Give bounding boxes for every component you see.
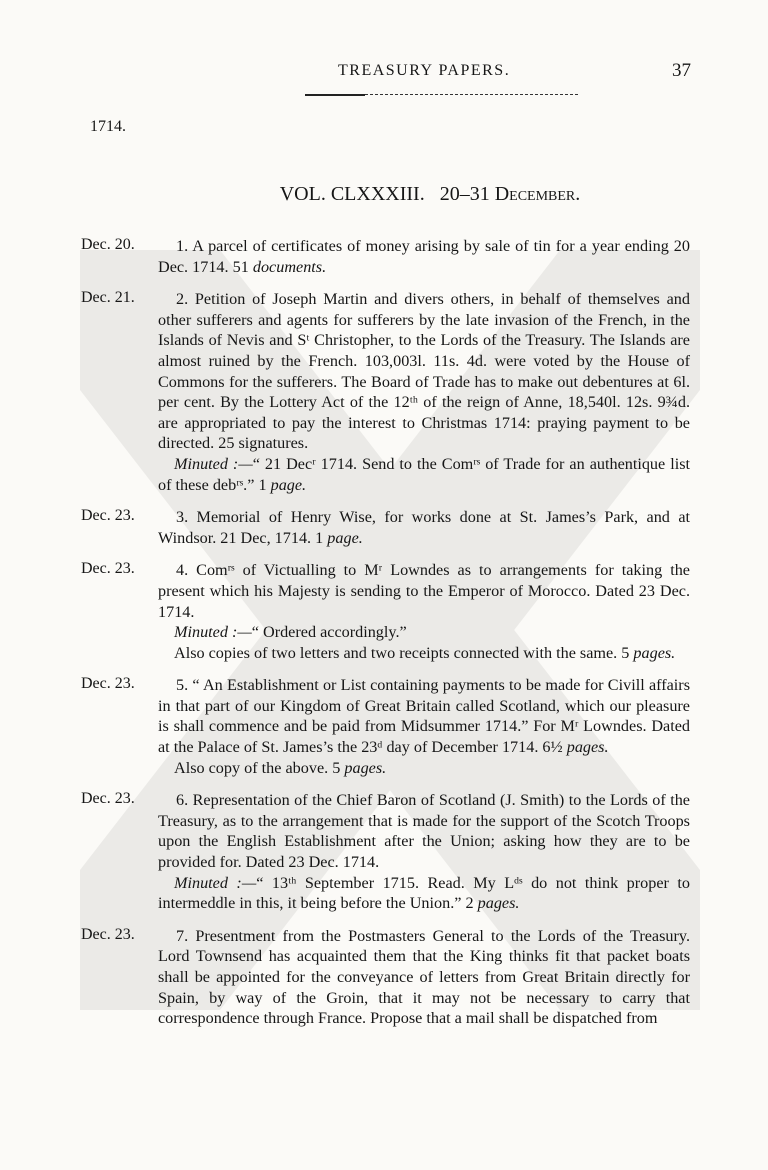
entry-2	[0, 289, 768, 495]
entry-date: Dec. 20.	[81, 236, 135, 253]
entry-3	[0, 507, 768, 548]
entry-body	[158, 507, 690, 548]
page-number: 37	[672, 60, 691, 81]
entry-date: Dec. 23.	[81, 790, 135, 808]
entry-date: Dec. 23.	[81, 507, 135, 525]
entry-text: 2. Petition of Joseph Martin and divers others, in behalf of themselves and other sufferers and agents for sufferers by the late invasion of the French, in the Islands of Nevis and Sᵗ Christopher, to the Lords of the Treasury. The Islands are almost ruined by the French. 103,003l. 11s. 4d. were voted by the House of Commons for the sufferers. The Board of Trade has to make out debentures at 6l. per cent. By the Lottery Act of the 12ᵗʰ of the reign of Anne, 18,540l. 12s. 9¾d. are appropriated to pay the interest to Christmas 1714: praying payment to be directed. 25 signatures.	[158, 290, 690, 453]
entry-date: Dec. 23.	[81, 675, 135, 693]
entry-date: Dec. 23.	[81, 925, 135, 943]
entry-body	[158, 675, 690, 778]
volume-dates: 20–31 December.	[439, 183, 581, 205]
entry-date: Dec. 23.	[81, 560, 135, 578]
entry-body	[158, 790, 690, 914]
running-head	[0, 60, 768, 84]
entry-body	[158, 560, 690, 663]
entry-body	[158, 289, 690, 495]
entry-minute: Minuted :—“ Ordered accordingly.”	[174, 623, 407, 642]
entry-text: 5. “ An Establishment or List containing payments to be made for Civill affairs in that part of our Kingdom of Great Britain called Scotland, which our pleasure is shall commence and be paid from Midsummer 1714.” For Mʳ Lowndes. Dated at the Palace of St. James’s the 23ᵈ day of December 1714. 6½ pages.	[158, 676, 690, 757]
entry-4	[0, 560, 768, 663]
entry-1	[0, 236, 768, 277]
entry-body	[158, 926, 690, 1029]
entry-text: 3. Memorial of Henry Wise, for works done at St. James’s Park, and at Windsor. 21 Dec, 1714. 1 page.	[158, 508, 690, 547]
entry-list	[0, 236, 768, 1041]
entry-minute: Minuted :—“ 21 Decʳ 1714. Send to the Comʳˢ of Trade for an authentique list of these debʳˢ.” 1 page.	[158, 454, 690, 494]
entry-6	[0, 790, 768, 914]
entry-7	[0, 926, 768, 1029]
header-rule-accent	[305, 94, 365, 96]
volume-heading	[0, 183, 768, 206]
entry-text: 4. Comʳˢ of Victualling to Mʳ Lowndes as to arrangements for taking the present which his Majesty is sending to the Emperor of Morocco. Dated 23 Dec. 1714.	[158, 561, 690, 621]
entry-also: Also copy of the above. 5 pages.	[174, 758, 387, 777]
entry-text: 7. Presentment from the Postmasters General to the Lords of the Treasury. Lord Townsend has acquainted them that the King thinks fit that packet boats shall be appointed for the conveyance of letters from Great Britain directly for Spain, by way of the Groin, that it may not be necessary to carry that correspondence through France. Propose that a mail shall be dispatched from	[158, 926, 690, 1028]
entry-5	[0, 675, 768, 778]
entry-text: 1. A parcel of certificates of money arising by sale of tin for a year ending 20 Dec. 1714. 51 documents.	[158, 237, 690, 276]
year-label: 1714.	[90, 118, 126, 135]
entry-body	[158, 236, 690, 277]
entry-text: 6. Representation of the Chief Baron of Scotland (J. Smith) to the Lords of the Treasury, as to the arrangement that is made for the support of the Scotch Troops upon the English Establishment after the Union; asking how they are to be provided for. Dated 23 Dec. 1714.	[158, 791, 690, 872]
volume-number: VOL. CLXXXIII.	[279, 183, 425, 205]
running-title: TREASURY PAPERS.	[338, 62, 511, 79]
entry-also: Also copies of two letters and two receipts connected with the same. 5 pages.	[174, 643, 676, 662]
entry-minute: Minuted :—“ 13ᵗʰ September 1715. Read. My Lᵈˢ do not think proper to intermeddle in this, it being before the Union.” 2 pages.	[158, 873, 690, 913]
entry-date: Dec. 21.	[81, 289, 135, 307]
